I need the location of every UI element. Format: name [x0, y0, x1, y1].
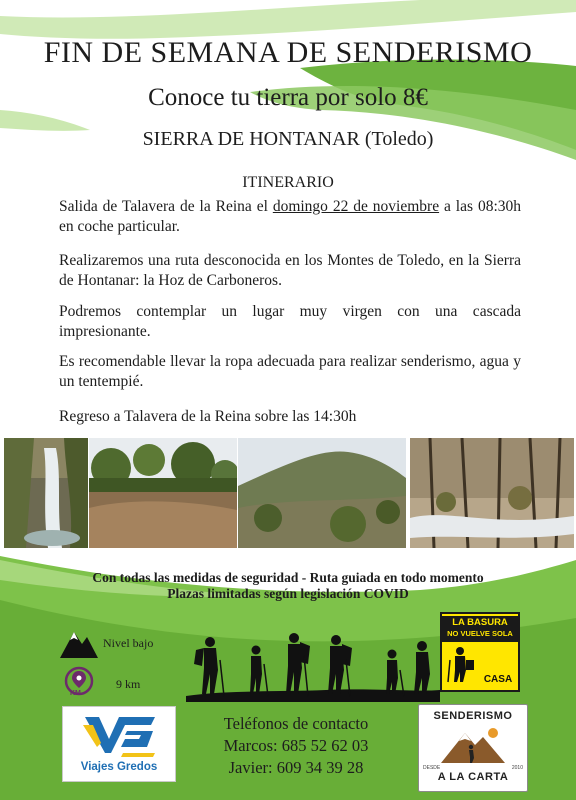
- sendero-top-text: SENDERISMO: [433, 710, 513, 722]
- basura-casa: CASA: [483, 674, 513, 685]
- contact-marcos: Marcos: 685 52 62 03: [223, 736, 369, 755]
- poster-subtitle: Conoce tu tierra por solo 8€: [148, 84, 428, 111]
- itinerary-heading: ITINERARIO: [242, 174, 334, 191]
- departure-text-after: a las 08:30h en coche particular.: [59, 198, 522, 235]
- vg-mark-icon: [81, 713, 159, 757]
- photo-woodland-stream: [410, 438, 574, 548]
- itinerary-waterfall: Podremos contemplar un lugar muy virgen con una cascada impresionante.: [59, 303, 521, 340]
- photo-mountain: [238, 438, 406, 548]
- photo-waterfall: [4, 438, 88, 548]
- basura-line1: LA BASURA: [452, 617, 508, 628]
- hiker-with-bag-icon: [446, 646, 478, 684]
- distance-icon-label: KM: [70, 690, 81, 697]
- basura-campaign-logo: [440, 612, 520, 692]
- itinerary-return: Regreso a Talavera de la Reina sobre las 14:30h: [59, 408, 357, 425]
- mountain-hiker-icon: [441, 725, 505, 765]
- photo-forest-path: [89, 438, 237, 548]
- location-heading: SIERRA DE HONTANAR (Toledo): [142, 128, 434, 150]
- distance-label: 9 km: [116, 677, 141, 691]
- level-label: Nivel bajo: [103, 636, 154, 650]
- covid-notice: Plazas limitadas según legislación COVID: [167, 586, 409, 601]
- viajes-gredos-name: Viajes Gredos: [80, 761, 158, 773]
- itinerary-recommendation: Es recomendable llevar la ropa adecuada para realizar senderismo, agua y un tentempié.: [59, 353, 521, 390]
- basura-line2: NO VUELVE SOLA: [447, 629, 513, 638]
- viajes-gredos-logo: [62, 706, 176, 782]
- sendero-year-right: 2010: [511, 765, 523, 771]
- departure-text-before: Salida de Talavera de la Reina el: [59, 198, 273, 215]
- contact-javier: Javier: 609 34 39 28: [228, 758, 364, 777]
- senderismo-a-la-carta-logo: [418, 704, 528, 792]
- safety-notice: Con todas las medidas de seguridad - Ruta guiada en todo momento: [92, 570, 484, 585]
- hikers-silhouette-icon: [186, 620, 440, 702]
- itinerary-departure: [59, 197, 521, 237]
- departure-date: domingo 22 de noviembre: [272, 198, 440, 215]
- itinerary-route: Realizaremos una ruta desconocida en los Montes de Toledo, en la Sierra de Hontanar: la Hoz de Carboneros.: [59, 252, 521, 289]
- contact-heading: Teléfonos de contacto: [223, 714, 369, 733]
- sendero-year-left: DESDE: [423, 765, 441, 771]
- mountain-icon: [60, 628, 98, 658]
- sendero-bottom-text: A LA CARTA: [437, 771, 509, 783]
- poster-title: FIN DE SEMANA DE SENDERISMO: [43, 36, 533, 69]
